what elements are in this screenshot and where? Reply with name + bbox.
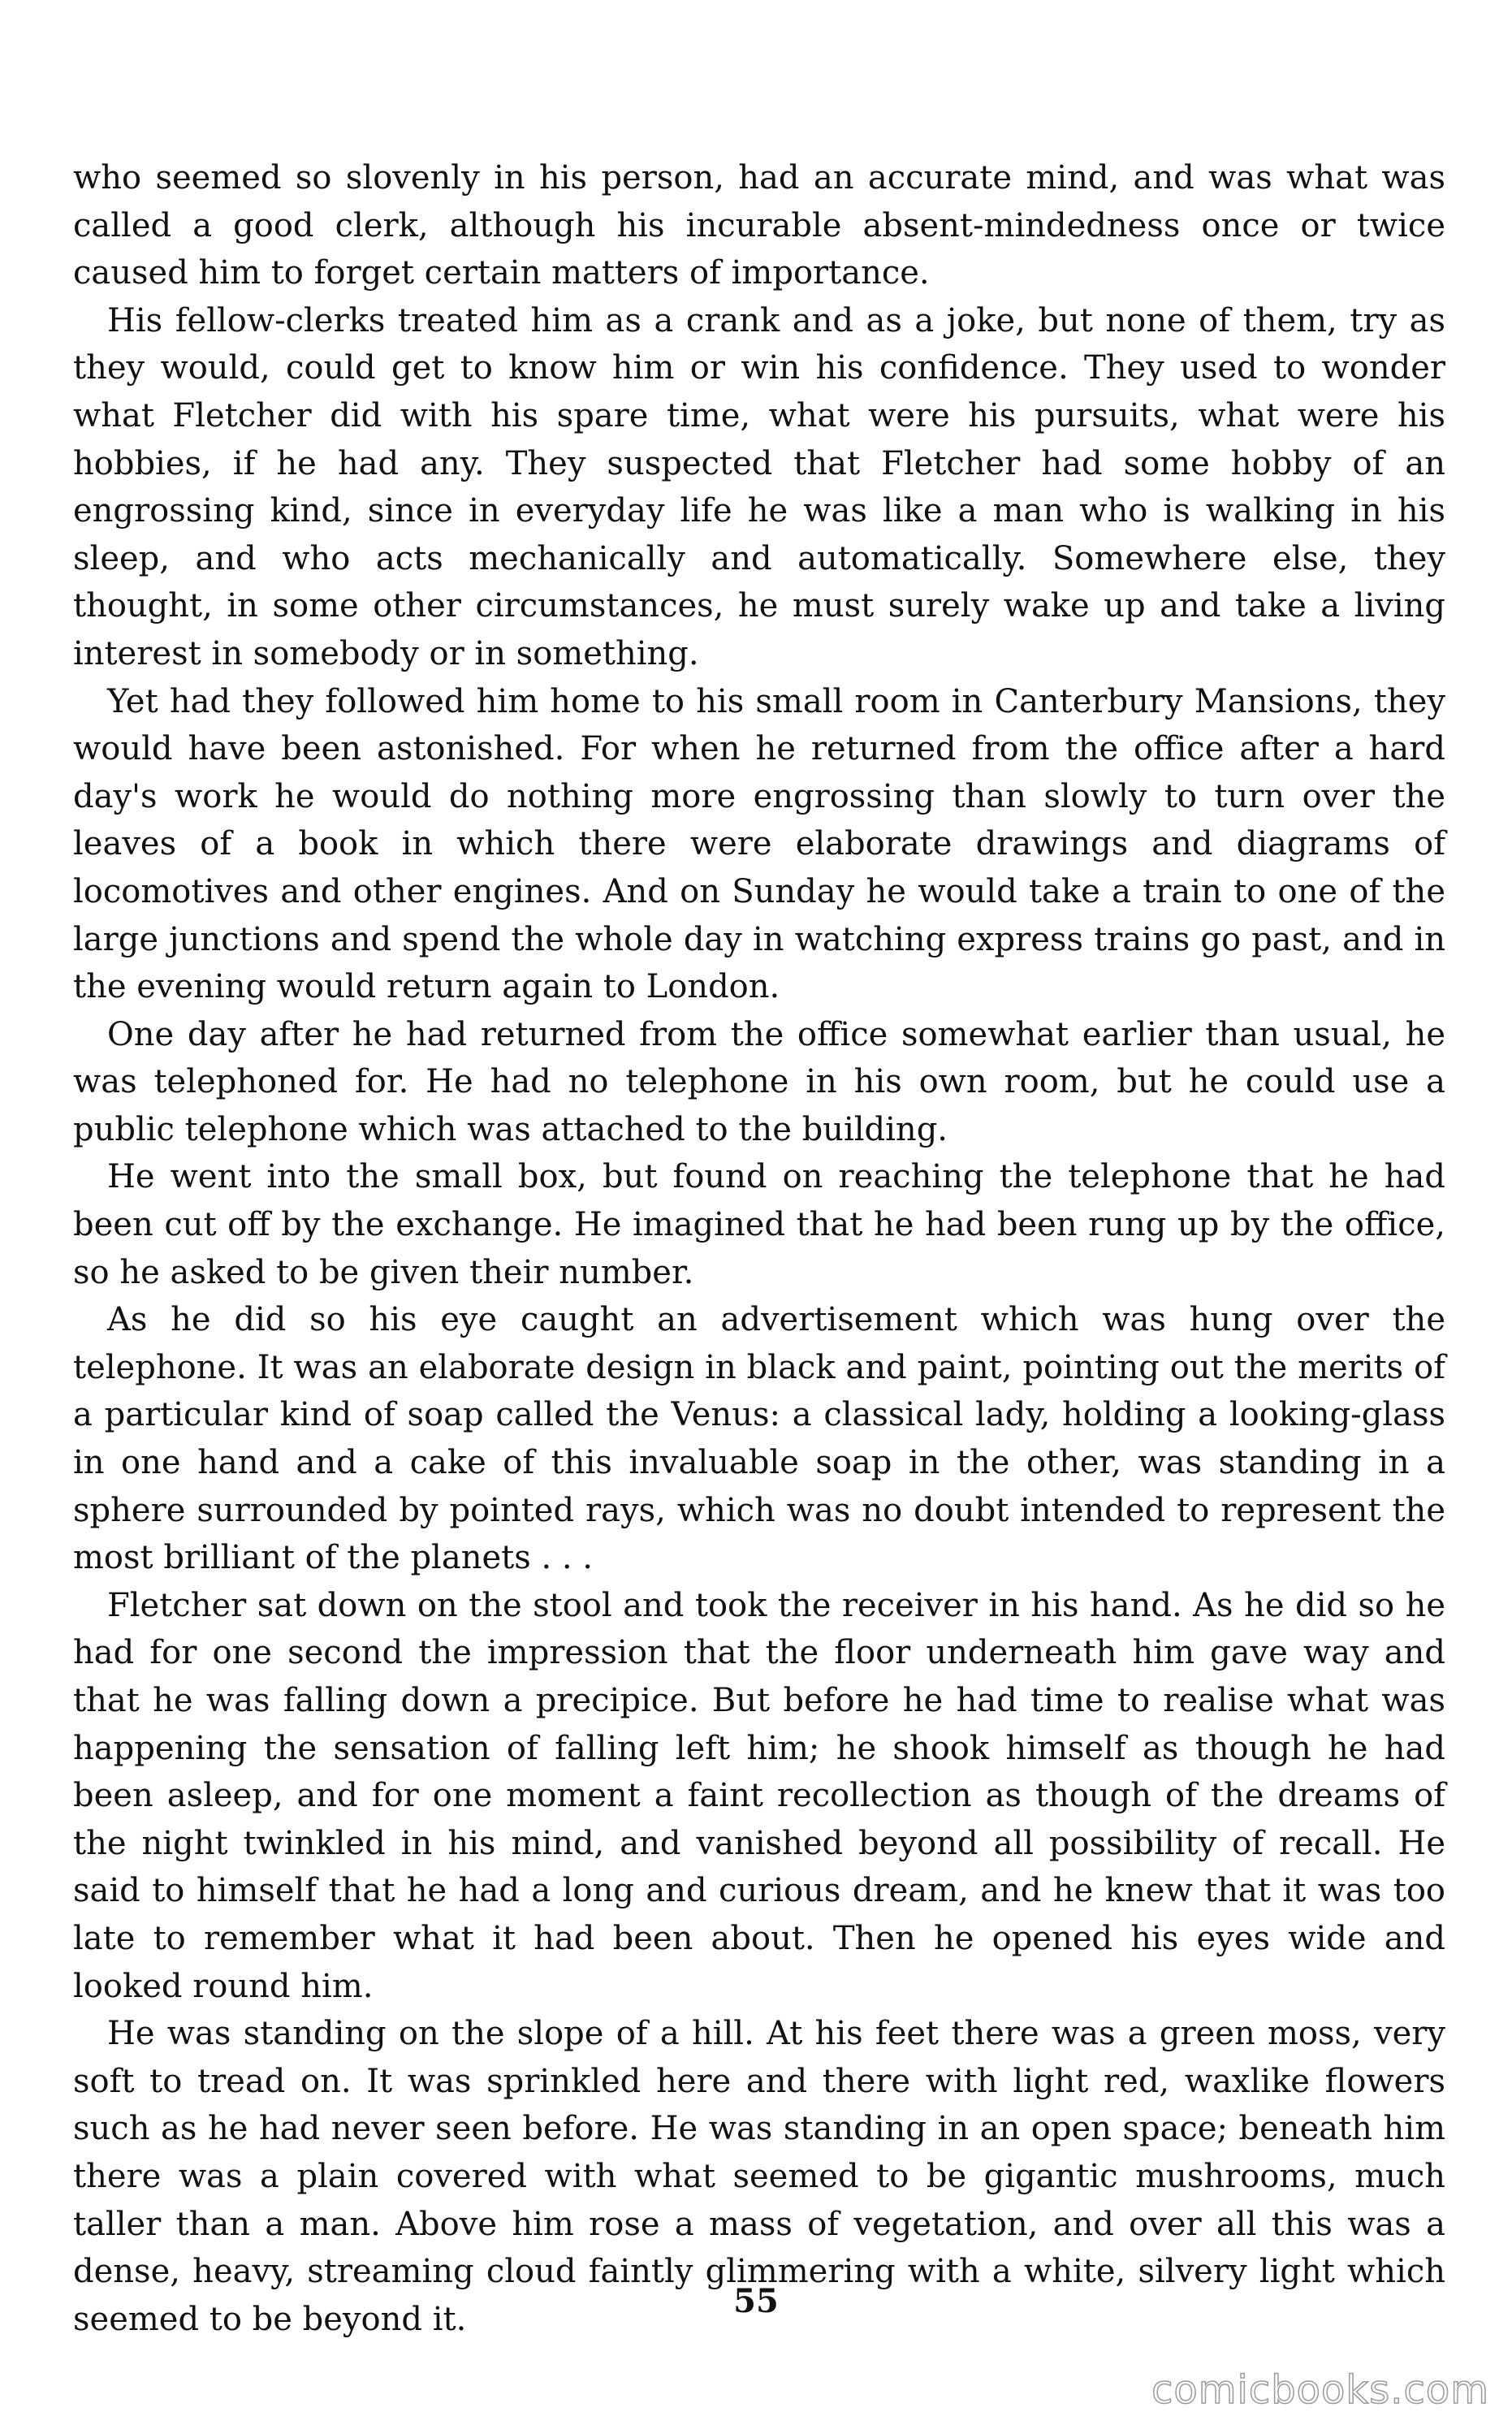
paragraph-3: Yet had they followed him home to his small room in Canterbury Mansions, they would have been astonished. For when he returned from the office after a hard day's work he would do nothing more engrossing than slowly to turn over the leaves of a book in which there were elaborate drawings and diagrams of locomotives and other engines. And on Sunday he would take a train to one of the large junctions and spend the whole day in watching express trains go past, and in the evening would return again to London. (73, 682, 1445, 1006)
page-number: 55 (733, 2282, 779, 2320)
paragraph-4: One day after he had returned from the office somewhat earlier than usual, he was telephoned for. He had no telephone in his own room, but he could use a public telephone which was attached to the building. (73, 1015, 1445, 1148)
paragraph-5: He went into the small box, but found on reaching the telephone that he had been cut off by the exchange. He imagined that he had been rung up by the office, so he asked to be given their number. (73, 1158, 1445, 1291)
body-text (73, 154, 1445, 2343)
paragraph-2: His fellow-clerks treated him as a crank and as a joke, but none of them, try as they would, could get to know him or win his confidence. They used to wonder what Fletcher did with his spare time, what were his pursuits, what were his hobbies, if he had any. They suspected that Fletcher had some hobby of an engrossing kind, since in everyday life he was like a man who is walking in his sleep, and who acts mechanically and automatically. Somewhere else, they thought, in some other circumstances, he must surely wake up and take a living interest in somebody or in something. (73, 301, 1445, 672)
watermark: comicbooks.com (1151, 2367, 1489, 2413)
paragraph-6: As he did so his eye caught an advertisement which was hung over the telephone. It was an elaborate design in black and paint, pointing out the merits of a particular kind of soap called the Venus: a classical lady, holding a looking-glass in one hand and a cake of this invaluable soap in the other, was standing in a sphere surrounded by pointed rays, which was no doubt intended to represent the most brilliant of the planets . . . (73, 1301, 1445, 1577)
paragraph-7: Fletcher sat down on the stool and took the receiver in his hand. As he did so he had for one second the impression that the floor underneath him gave way and that he was falling down a precipice. But before he had time to realise what was happening the sensation of falling left him; he shook himself as though he had been asleep, and for one moment a faint recollection as though of the dreams of the night twinkled in his mind, and vanished beyond all possibility of recall. He said to himself that he had a long and curious dream, and he knew that it was too late to remember what it had been about. Then he opened his eyes wide and looked round him. (73, 1586, 1445, 2005)
paragraph-1: who seemed so slovenly in his person, had an accurate mind, and was what was called a good clerk, although his incurable absent-mindedness once or twice caused him to forget certain matters of importance. (73, 159, 1445, 292)
paragraph-8: He was standing on the slope of a hill. At his feet there was a green moss, very soft to tread on. It was sprinkled here and there with light red, waxlike flowers such as he had never seen before. He was standing in an open space; beneath him there was a plain covered with what seemed to be gigantic mushrooms, much taller than a man. Above him rose a mass of vegetation, and over all this was a dense, heavy, streaming cloud faintly glimmering with a white, silvery light which seemed to be beyond it. (73, 2015, 1445, 2338)
